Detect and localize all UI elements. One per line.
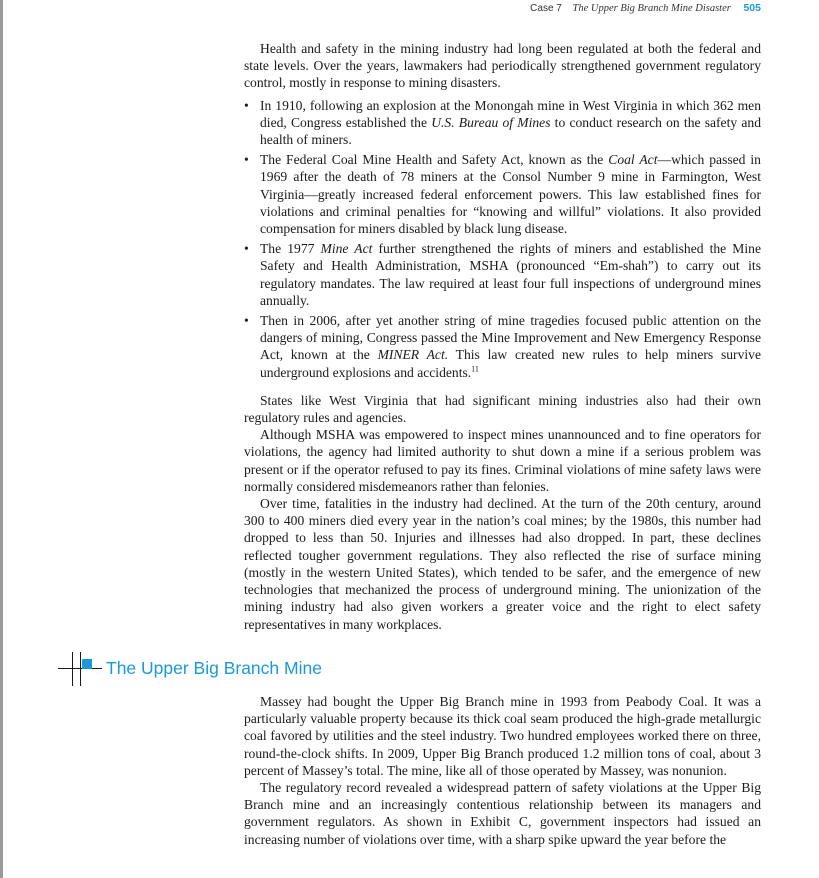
body-text-bottom [244,693,761,848]
bullet-item [244,312,761,381]
bullet-text: This law created new rules to help miners survive underground explosions and accidents. [260,347,761,380]
bullet-text: Then in 2006, after yet another string of mine tragedies focused public attention on the dangers of mining, Congress passed the Mine Improvement and New Emergency Response Act, known at the [260,313,761,363]
bullet-list [244,97,761,381]
page-number: 505 [743,2,761,14]
crop-mark [80,652,81,686]
body-paragraph: States like West Virginia that had significant mining industries also had their own regulatory rules and agencies. [244,392,761,426]
bullet-item [244,151,761,237]
bullet-text: The Federal Coal Mine Health and Safety Act, known as the [260,152,609,168]
bullet-dot: • [244,313,249,329]
bullet-italic: Coal Act [608,152,658,168]
bullet-dot: • [244,241,249,257]
body-paragraph: Over time, fatalities in the industry had declined. At the turn of the 20th century, around 300 to 400 miners died every year in the nation’s coal mines; by the 1980s, this number had dropped to less than 50. Injuries and illnesses had also dropped. In part, these declines reflected tougher government regulations. They also reflected the rise of surface mining (mostly in the western United States), which tended to be safer, and the emergence of new technologies that mechanized the process of underground mining. The unionization of the mining industry had also given workers a greater voice and the right to elect safety representatives in many workplaces. [244,496,761,632]
section-heading: The Upper Big Branch Mine [106,658,322,678]
heading-marker-icon [82,659,92,669]
body-paragraph: Although MSHA was empowered to inspect mines unannounced and to fine operators for violations, the agency had limited authority to shut down a mine if a serious problem was present or if the operator refused to pay its fines. Criminal violations of mine safety laws were normally considered misdemeanors rather than felonies. [244,427,761,494]
body-text-top [244,40,761,633]
bullet-text: further strengthened the rights of miners and established the Mine Safety and Health Administration, MSHA (pronounced “Em-shah”) to carry out its regulatory mandates. The law required at least four full inspections of underground mines annually. [260,241,762,308]
bullet-dot: • [244,152,249,168]
bullet-italic: MINER Act. [377,347,449,363]
bullet-italic: U.S. Bureau of Mines [431,114,551,130]
bullet-text: to conduct research on the safety and health of miners. [260,114,761,148]
bullet-text: In 1910, following an explosion at the Monongah mine in West Virginia in which 362 men died, Congress established the [260,97,761,130]
crop-mark [72,652,73,686]
intro-paragraph: Health and safety in the mining industry had long been regulated at both the federal and state levels. Over the years, lawmakers had periodically strengthened government regulatory control, mostly in response to mining disasters. [244,41,761,91]
footnote-ref: 11 [471,364,479,374]
bullet-item [244,240,761,309]
bullet-dot: • [244,97,249,113]
bullet-item [244,97,761,149]
bullet-italic: Mine Act [320,241,373,257]
bullet-text: —which passed in 1969 after the death of 78 miners at the Consol Number 9 mine in Farmington, West Virginia—greatly increased federal enforcement powers. This law established fines for violations and criminal penalties for “knowing and willful” violations. It also provided compensation for miners disabled by black lung disease. [260,152,761,237]
case-label: Case 7 [530,3,562,14]
running-header [530,2,761,14]
running-title: The Upper Big Branch Mine Disaster [572,3,731,14]
bullet-text: The 1977 [260,241,321,257]
section-paragraph: Massey had bought the Upper Big Branch mine in 1993 from Peabody Coal. It was a particularly valuable property because its thick coal seam produced the high-grade metallurgic coal favored by utilities and the steel industry. Two hundred employees worked there on three, round-the-clock shifts. In 2009, Upper Big Branch produced 1.2 million tons of coal, about 3 percent of Massey’s total. The mine, like all of those operated by Massey, was nonunion. [244,694,761,778]
page-edge [0,0,3,878]
section-paragraph: The regulatory record revealed a widespread pattern of safety violations at the Upper Big Branch mine and an increasingly contentious relationship between its managers and government regulators. As shown in Exhibit C, government inspectors had issued an increasing number of violations over time, with a sharp spike upward the year before the [244,780,761,847]
